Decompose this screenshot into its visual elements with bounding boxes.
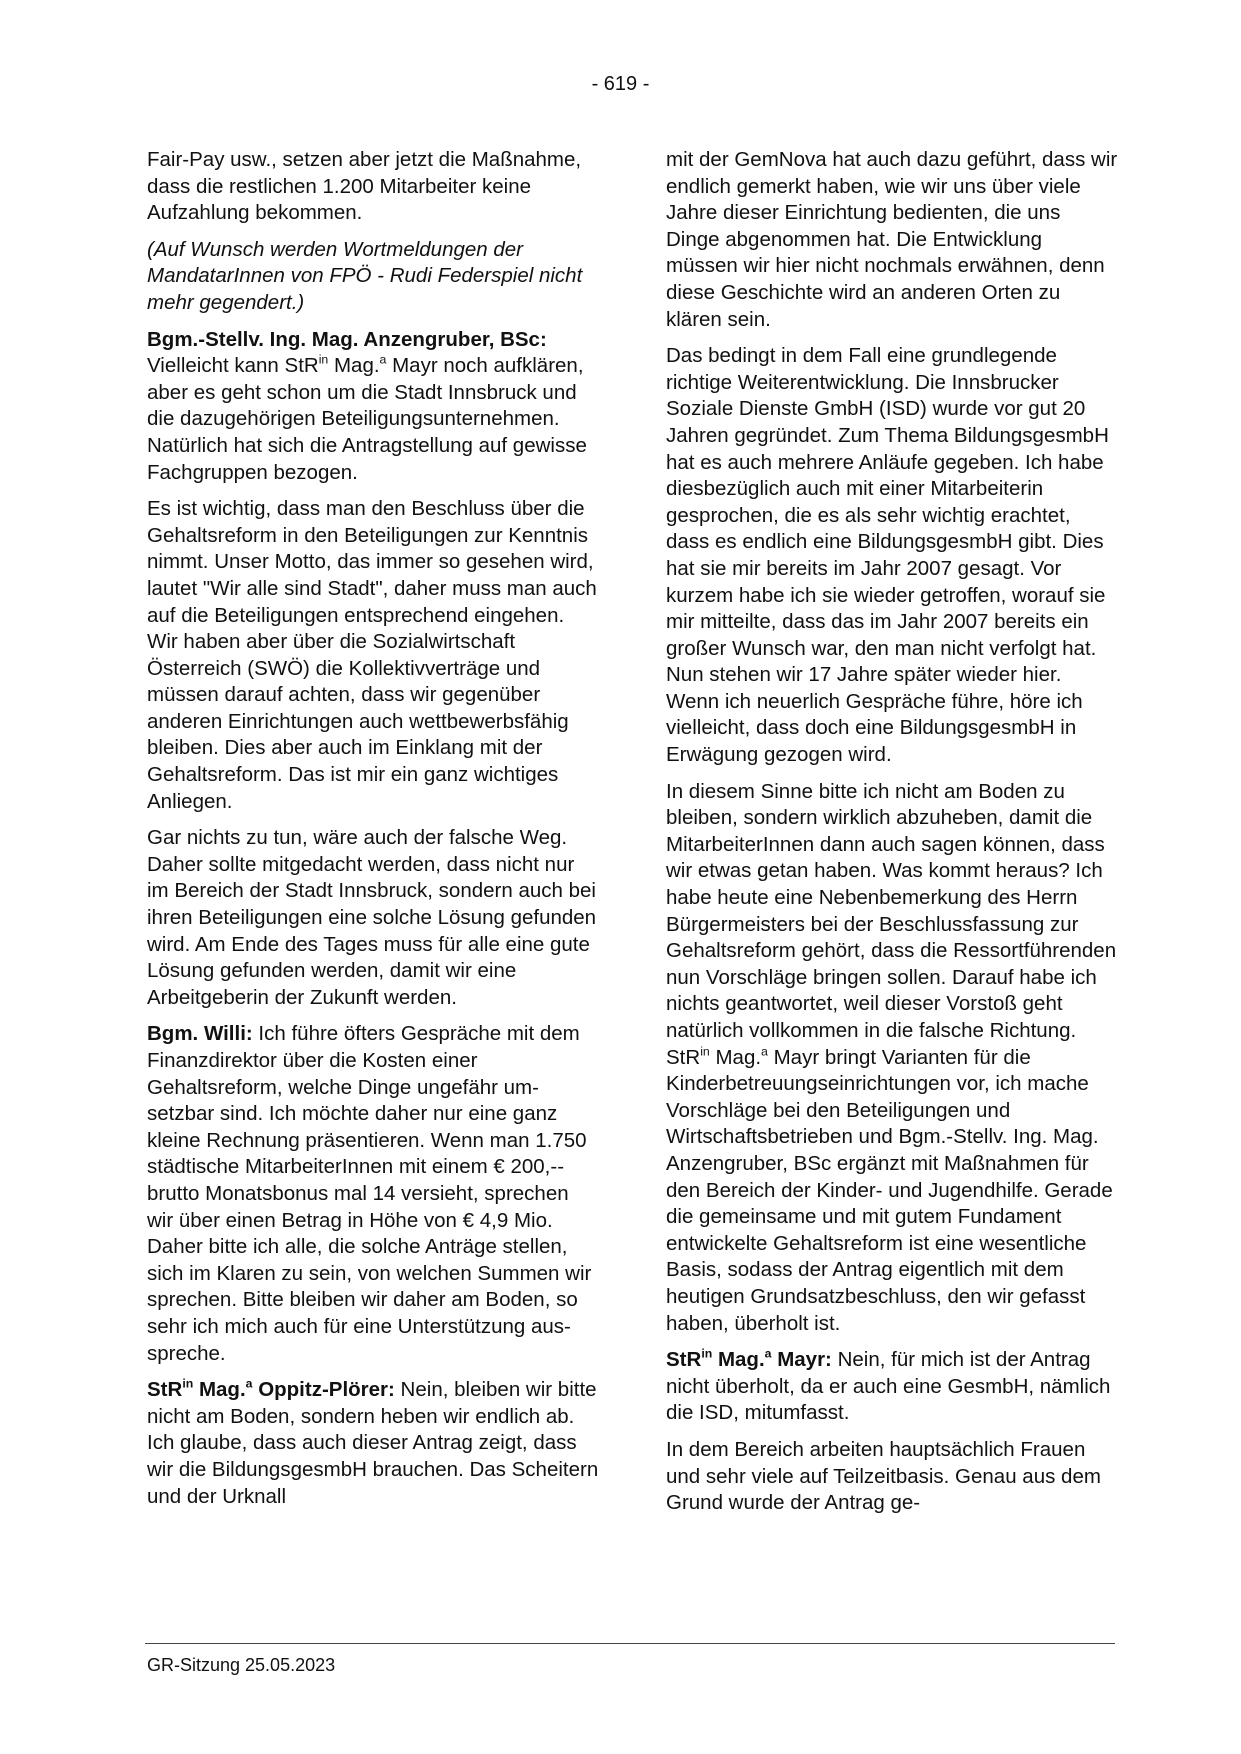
text-span: Nein, für mich ist der Antrag nicht überholt, da er auch eine GesmbH, nämlich die ISD, mitumfasst. <box>666 1348 1111 1425</box>
text-span: In diesem Sinne bitte ich nicht am Boden zu bleiben, sondern wirklich abzuheben, damit die MitarbeiterInnen dann auch sagen können, dass wir etwas getan haben. Was kommt heraus? Ich habe heute eine Nebenbemerkung des Herrn Bürgermeisters bei der Beschlussfassung zur Gehaltsreform gehört, dass die Ressortführenden nun Vorschläge bringen sollen. Darauf habe ich nichts geantwortet, weil dieser Vorstoß geht natürlich vollkommen in die falsche Richtung. StR <box>666 779 1117 1069</box>
footer-divider <box>145 1643 1115 1644</box>
paragraph: Gar nichts zu tun, wäre auch der falsche Weg. Daher sollte mitgedacht werden, dass nicht nur im Bereich der Stadt Innsbruck, sondern auch bei ihren Beteiligungen eine solche Lösung gefunden wird. Am Ende des Tages muss für alle eine gute Lösung gefunden werden, damit wir eine Arbeitgeberin der Zukunft werden. <box>147 826 597 1009</box>
editorial-note: (Auf Wunsch werden Wortmeldungen der MandatarInnen von FPÖ - Rudi Federspiel nicht mehr gegendert.) <box>147 237 583 314</box>
paragraph-willi <box>147 1021 599 1367</box>
right-column <box>666 147 1118 1527</box>
text-span: Mag. <box>709 1045 762 1069</box>
paragraph: Fair-Pay usw., setzen aber jetzt die Maßnahme, dass die restlichen 1.200 Mitarbeiter keine Aufzahlung bekommen. <box>147 148 582 225</box>
speaker-name: Bgm. Willi: <box>147 1022 253 1046</box>
text-span: Mayr bringt Varianten für die Kinderbetreuungseinrichtungen vor, ich mache Vorschläge bei den Beteiligungen und Wirtschaftsbetrieben und Bgm.-Stellv. Ing. Mag. Anzengruber, BSc ergänzt mit Maßnahmen für den Bereich der Kinder- und Jugendhilfe. Gerade die gemeinsame und mit gutem Fundament entwickelte Gehaltsreform ist eine wesentliche Basis, sodass der Antrag eigentlich mit dem heutigen Grundsatzbeschluss, den wir gefasst haben, überholt ist. <box>666 1045 1113 1335</box>
paragraph-anzengruber <box>147 327 599 487</box>
speaker-name <box>147 1378 395 1401</box>
paragraph-oppitz-ploerer <box>147 1377 599 1510</box>
text-span: Ich führe öfters Gespräche mit dem Finanzdirektor über die Kosten einer Gehaltsreform, welche Dinge ungefähr umsetzbar sind. Ich möchte daher nur eine ganz kleine Rechnung präsentieren. Wenn man 1.750 städtische MitarbeiterInnen mit einem € 200,-- brutto Monatsbonus mal 14 versieht, sprechen wir über einen Betrag in Höhe von € 4,9 Mio. Daher bitte ich alle, die solche Anträge stellen, sich im Klaren zu sein, von welchen Summen wir sprechen. Bitte bleiben wir daher am Boden, so sehr ich mich auch für eine Unterstützung ausspreche. <box>147 1022 592 1365</box>
left-column <box>147 147 599 1520</box>
page-number: - 619 - <box>591 73 650 95</box>
footer-session-date: GR-Sitzung 25.05.2023 <box>147 1655 336 1675</box>
text-span: Mag. <box>328 354 380 378</box>
speaker-part: Mag. <box>193 1378 246 1402</box>
text-span: Mayr noch aufklären, aber es geht schon um die Stadt Innsbruck und die dazugehörigen Beteiligungsunternehmen. Natürlich hat sich die Antragstellung auf gewisse Fachgruppen bezogen. <box>147 354 587 484</box>
superscript: in <box>701 1346 713 1361</box>
text-span: Nein, bleiben wir bitte nicht am Boden, sondern heben wir endlich ab. Ich glaube, dass auch dieser Antrag zeigt, dass wir die BildungsgesmbH brauchen. Das Scheitern und der Urknall <box>147 1378 599 1508</box>
speaker-part: Mag. <box>712 1348 765 1372</box>
paragraph: mit der GemNova hat auch dazu geführt, dass wir endlich gemerkt haben, wie wir uns über viele Jahre dieser Einrichtung bedienten, die uns Dinge abgenommen hat. Die Entwicklung müssen wir hier nicht nochmals erwähnen, denn diese Geschichte wird an anderen Orten zu klären sein. <box>666 148 1118 331</box>
superscript: in <box>700 1043 710 1058</box>
superscript: a <box>761 1043 768 1058</box>
superscript: in <box>318 352 329 367</box>
superscript: a <box>245 1376 253 1391</box>
speaker-part: Mayr: <box>771 1348 832 1372</box>
superscript: a <box>379 352 387 367</box>
text-span: Vielleicht kann StR <box>147 354 319 378</box>
paragraph: In dem Bereich arbeiten hauptsächlich Frauen und sehr viele auf Teilzeitbasis. Genau aus dem Grund wurde der Antrag ge- <box>666 1437 1101 1515</box>
speaker-part: Oppitz-Plörer: <box>252 1378 395 1402</box>
paragraph <box>666 779 1118 1337</box>
paragraph: Das bedingt in dem Fall eine grundlegende richtige Weiterentwicklung. Die Innsbrucker Soziale Dienste GmbH (ISD) wurde vor gut 20 Jahren gegründet. Zum Thema BildungsgesmbH hat es auch mehrere Anläufe gegeben. Ich habe diesbezüglich auch mit einer Mitarbeiterin gesprochen, die es als sehr wichtig erachtet, dass es endlich eine BildungsgesmbH gibt. Dies hat sie mir bereits im Jahr 2007 gesagt. Vor kurzem habe ich sie wieder getroffen, worauf sie mir mitteilte, dass das im Jahr 2007 bereits ein großer Wunsch war, den man nicht verfolgt hat. Nun stehen wir 17 Jahre später wieder hier. Wenn ich neuerlich Gespräche führe, höre ich vielleicht, dass doch eine BildungsgesmbH in Erwägung gezogen wird. <box>666 344 1109 767</box>
paragraph: Es ist wichtig, dass man den Beschluss über die Gehaltsreform in den Beteiligungen zur Kenntnis nimmt. Unser Motto, das immer so gesehen wird, lautet "Wir alle sind Stadt", daher muss man auch auf die Beteiligungen entsprechend eingehen. Wir haben aber über die Sozialwirtschaft Österreich (SWÖ) die Kollektivverträge und müssen darauf achten, dass wir gegenüber anderen Einrichtungen auch wettbewerbsfähig bleiben. Dies aber auch im Einklang mit der Gehaltsreform. Das ist mir ein ganz wichtiges Anliegen. <box>147 497 597 813</box>
superscript: in <box>182 1376 194 1391</box>
speaker-name <box>666 1348 832 1371</box>
paragraph-mayr <box>666 1347 1118 1427</box>
superscript: a <box>764 1346 772 1361</box>
speaker-part: StR <box>666 1348 702 1372</box>
speaker-part: StR <box>147 1378 183 1402</box>
speaker-name: Bgm.-Stellv. Ing. Mag. Anzengruber, BSc: <box>147 327 547 351</box>
